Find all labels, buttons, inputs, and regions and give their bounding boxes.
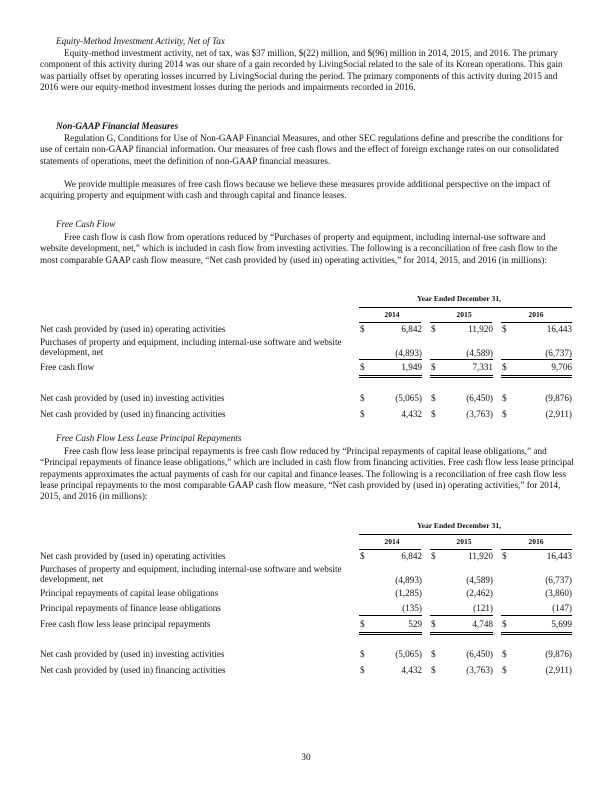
- table2-year-2014: 2014: [384, 537, 400, 546]
- value-2016: 5,699: [551, 619, 572, 629]
- value-2015: (6,450): [466, 649, 493, 659]
- row-label: Free cash flow: [40, 362, 95, 372]
- row-label: Net cash provided by (used in) operating activities: [40, 551, 226, 561]
- subtotal-rule: [359, 615, 422, 616]
- table-row: [40, 551, 572, 563]
- nongaap-paragraph-1: [40, 133, 574, 167]
- equity-paragraph: [40, 48, 574, 93]
- dollar-sign: $: [502, 649, 507, 659]
- table-row: [40, 665, 572, 677]
- total-double-rule: [501, 375, 572, 378]
- dollar-sign: $: [431, 362, 436, 372]
- value-2014: 529: [408, 619, 422, 629]
- dollar-sign: $: [502, 409, 507, 419]
- row-label: Principal repayments of finance lease obligations: [40, 603, 221, 613]
- dollar-sign: $: [502, 551, 507, 561]
- subtotal-rule: [501, 615, 572, 616]
- value-2016: (3,860): [545, 588, 572, 598]
- fcfl-text: Free cash flow less lease principal repayments is free cash flow reduced by “Principal repayments of capital lease obligations,” and “Principal repayments of finance lease obligations,” which are included in cash flow from financing activities. Free cash flow less lease principal repayments approximates the actual payments of cash for our capital and finance leases. The following is a reconciliation of free cash flow less lease principal repayments to the most comparable GAAP cash flow measure, “Net cash provided by (used in) operating activities,” for 2014, 2015, and 2016 (in millions):: [40, 446, 574, 502]
- value-2016: 16,443: [546, 324, 572, 334]
- value-2016: (6,737): [545, 575, 572, 585]
- value-2014: 6,842: [401, 551, 422, 561]
- table1-year-2016: 2016: [528, 310, 544, 319]
- dollar-sign: $: [360, 362, 365, 372]
- table2-year-rule: [430, 549, 492, 550]
- value-2016: (2,911): [545, 409, 572, 419]
- value-2015: (121): [473, 603, 493, 613]
- dollar-sign: $: [502, 393, 507, 403]
- nongaap-text-2: We provide multiple measures of free cash flows because we believe these measures provide additional perspective on the impact of acquiring property and equipment with cash and through capital and finance leases.: [40, 179, 551, 201]
- table-row: [40, 337, 572, 359]
- dollar-sign: $: [502, 324, 507, 334]
- fcfl-paragraph: [40, 446, 574, 502]
- table1-header-rule: [359, 307, 572, 308]
- value-2015: (3,763): [466, 409, 493, 419]
- value-2016: (147): [552, 603, 572, 613]
- table-row: [40, 409, 572, 421]
- fcf-heading: Free Cash Flow: [56, 219, 116, 229]
- row-label: Net cash provided by (used in) investing activities: [40, 393, 225, 403]
- table2-year-rule: [501, 549, 572, 550]
- value-2016: 16,443: [546, 551, 572, 561]
- value-2014: (1,285): [395, 588, 422, 598]
- row-label: Net cash provided by (used in) operating activities: [40, 324, 226, 334]
- equity-text: Equity-method investment activity, net of tax, was $37 million, $(22) million, and $(96) million in 2014, 2015, and 2016. The primary component of this activity during 2014 was our share of a gain recorded by LivingSocial related to the sale of its Korean operations. This gain was partially offset by operating losses incurred by LivingSocial during the period. The primary components of this activity during 2015 and 2016 were our equity-method investment losses during the periods and impairments recorded in 2016.: [40, 48, 563, 92]
- table-row: [40, 603, 572, 615]
- value-2015: 11,920: [468, 324, 493, 334]
- total-double-rule: [430, 375, 493, 378]
- nongaap-heading: Non-GAAP Financial Measures: [56, 121, 179, 131]
- dollar-sign: $: [431, 619, 436, 629]
- value-2014: (4,893): [395, 348, 422, 358]
- total-double-rule: [430, 632, 493, 635]
- value-2014: (5,065): [395, 649, 422, 659]
- table1-year-rule: [501, 322, 572, 323]
- table-row: [40, 362, 572, 374]
- value-2015: (3,763): [466, 665, 493, 675]
- row-label: Net cash provided by (used in) investing activities: [40, 649, 225, 659]
- value-2015: 4,748: [472, 619, 493, 629]
- value-2016: (9,876): [545, 393, 572, 403]
- table-row: [40, 619, 572, 631]
- dollar-sign: $: [431, 324, 436, 334]
- fcf-paragraph: [40, 232, 574, 266]
- value-2015: (6,450): [466, 393, 493, 403]
- value-2016: (6,737): [545, 348, 572, 358]
- subtotal-rule: [430, 359, 493, 360]
- value-2014: 6,842: [401, 324, 422, 334]
- row-label: Net cash provided by (used in) financing activities: [40, 665, 226, 675]
- table-row: [40, 564, 572, 586]
- value-2014: (4,893): [395, 575, 422, 585]
- value-2015: 11,920: [468, 551, 493, 561]
- value-2016: (9,876): [545, 649, 572, 659]
- value-2015: (4,589): [466, 348, 493, 358]
- dollar-sign: $: [360, 409, 365, 419]
- total-double-rule: [501, 632, 572, 635]
- row-label: Net cash provided by (used in) financing activities: [40, 409, 226, 419]
- dollar-sign: $: [360, 649, 365, 659]
- dollar-sign: $: [360, 324, 365, 334]
- table1-year-2014: 2014: [384, 310, 400, 319]
- value-2015: 7,331: [472, 362, 493, 372]
- value-2014: (135): [402, 603, 422, 613]
- total-double-rule: [359, 375, 422, 378]
- row-label: Free cash flow less lease principal repayments: [40, 619, 211, 629]
- value-2015: (4,589): [466, 575, 493, 585]
- dollar-sign: $: [431, 665, 436, 675]
- table-row: [40, 649, 572, 661]
- subtotal-rule: [359, 359, 422, 360]
- value-2015: (2,462): [466, 588, 493, 598]
- total-double-rule: [359, 632, 422, 635]
- value-2014: 4,432: [401, 665, 422, 675]
- table2-year-rule: [359, 549, 421, 550]
- page-number: 30: [301, 752, 311, 762]
- table-row: [40, 324, 572, 336]
- table2-year-2016: 2016: [528, 537, 544, 546]
- equity-heading: Equity-Method Investment Activity, Net of Tax: [56, 36, 225, 46]
- subtotal-rule: [430, 615, 493, 616]
- table1-year-rule: [430, 322, 492, 323]
- dollar-sign: $: [431, 409, 436, 419]
- value-2014: 4,432: [401, 409, 422, 419]
- table2-year-2015: 2015: [456, 537, 472, 546]
- fcfl-heading: Free Cash Flow Less Lease Principal Repayments: [56, 433, 242, 443]
- dollar-sign: $: [502, 665, 507, 675]
- table1-year-rule: [359, 322, 421, 323]
- table1-year-2015: 2015: [456, 310, 472, 319]
- table2-period-header: Year Ended December 31,: [416, 521, 502, 530]
- dollar-sign: $: [360, 665, 365, 675]
- row-label: Purchases of property and equipment, including internal-use software and website development, net: [40, 564, 342, 585]
- table-row: [40, 393, 572, 405]
- table2-header-rule: [359, 534, 572, 535]
- value-2014: (5,065): [395, 393, 422, 403]
- table1-period-header: Year Ended December 31,: [416, 294, 502, 303]
- fcf-text: Free cash flow is cash flow from operations reduced by “Purchases of property and equipment, including internal-use software and website development, net,” which is included in cash flow from investing activities. The following is a reconciliation of free cash flow to the most comparable GAAP cash flow measure, “Net cash provided by (used in) operating activities,” for 2014, 2015, and 2016 (in millions):: [40, 232, 558, 265]
- nongaap-paragraph-2: [40, 179, 574, 202]
- dollar-sign: $: [431, 393, 436, 403]
- dollar-sign: $: [502, 362, 507, 372]
- dollar-sign: $: [431, 551, 436, 561]
- dollar-sign: $: [360, 551, 365, 561]
- dollar-sign: $: [360, 619, 365, 629]
- value-2014: 1,949: [401, 362, 422, 372]
- nongaap-text-1: Regulation G, Conditions for Use of Non-GAAP Financial Measures, and other SEC regulations define and prescribe the conditions for use of certain non-GAAP financial information. Our measures of free cash flows and the effect of foreign exchange rates on our consolidated statements of operations, meet the definition of non-GAAP financial measures.: [40, 133, 563, 166]
- dollar-sign: $: [502, 619, 507, 629]
- dollar-sign: $: [431, 649, 436, 659]
- row-label: Purchases of property and equipment, including internal-use software and website development, net: [40, 337, 342, 358]
- dollar-sign: $: [360, 393, 365, 403]
- subtotal-rule: [501, 359, 572, 360]
- value-2016: 9,706: [551, 362, 572, 372]
- table-row: [40, 588, 572, 600]
- value-2016: (2,911): [545, 665, 572, 675]
- row-label: Principal repayments of capital lease obligations: [40, 588, 219, 598]
